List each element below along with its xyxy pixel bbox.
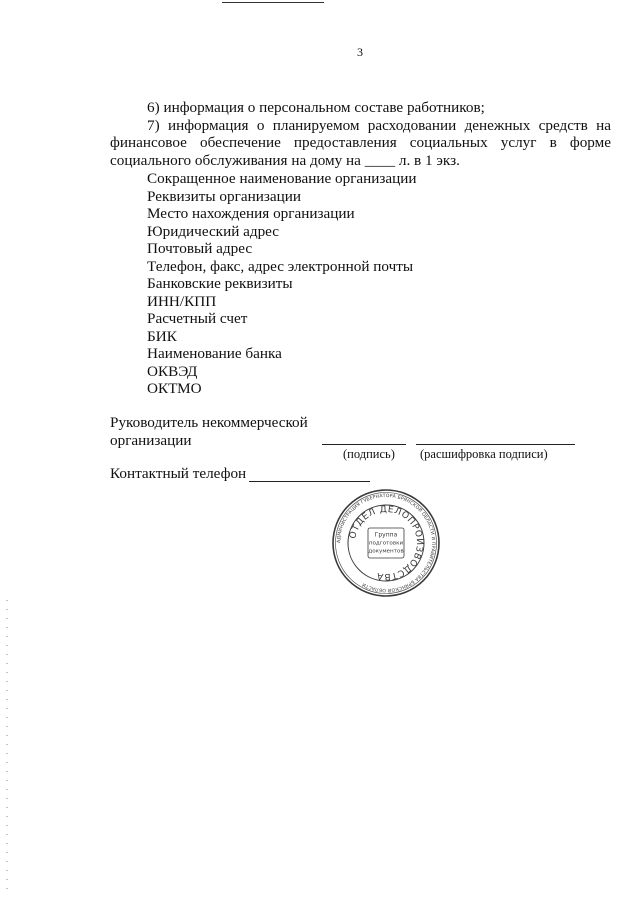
requisite-bank-details: Банковские реквизиты	[147, 275, 293, 292]
contact-phone-line	[249, 481, 370, 482]
head-title-line2: организации	[110, 431, 192, 449]
document-body	[110, 99, 611, 169]
requisite-postal-address: Почтовый адрес	[147, 240, 253, 257]
requisite-legal-address: Юридический адрес	[147, 222, 280, 240]
decoding-caption: (расшифровка подписи)	[420, 447, 548, 461]
head-title-line1: Руководитель некоммерческой	[110, 414, 308, 431]
requisite-oktmo: ОКТМО	[147, 380, 202, 397]
scan-margin-marks	[6, 600, 8, 890]
requisite-location: Место нахождения организации	[147, 205, 355, 222]
contact-phone-label: Контактный телефон	[110, 465, 247, 482]
requisite-inn-kpp: ИНН/КПП	[147, 292, 217, 310]
requisite-org-details: Реквизиты организации	[147, 187, 301, 205]
requisite-account: Расчетный счет	[147, 310, 248, 327]
requisite-okved: ОКВЭД	[147, 362, 198, 380]
list-item-6: 6) информация о персональном составе работников;	[147, 99, 485, 116]
requisite-bank-name: Наименование банка	[147, 345, 282, 362]
requisite-bik: БИК	[147, 327, 177, 345]
signature-line	[322, 444, 406, 445]
head-signature-label	[110, 414, 308, 449]
requisites-list	[147, 170, 417, 398]
requisite-short-name: Сокращенное наименование организации	[147, 170, 417, 187]
office-stamp	[331, 488, 441, 598]
stamp-center-line1: Группа	[374, 531, 398, 539]
stamp-outer-path: АДМИНИСТРАЦИЯ ГУБЕРНАТОРА БРЯНСКОЙ ОБЛАСТИ И ПРАВИТЕЛЬСТВА БРЯНСКОЙ ОБЛАСТИ	[336, 493, 436, 593]
stamp-center-line2: подготовки	[368, 540, 404, 547]
signature-decoding-line	[416, 444, 575, 445]
stamp-inner-path: ОТДЕЛ ДЕЛОПРОИЗВОДСТВА	[348, 504, 425, 582]
signature-caption: (подпись)	[343, 447, 395, 461]
top-edge-line	[222, 2, 324, 3]
stamp-center-line3: документов	[368, 548, 404, 555]
page-number: 3	[357, 45, 363, 59]
list-item-7: 7) информация о планируемом расходовании денежных средств на финансовое обеспечение предоставления социальных услуг в форме социального обслуживания на дому на ____ л. в 1 экз.	[110, 116, 611, 169]
requisite-contacts: Телефон, факс, адрес электронной почты	[147, 257, 414, 275]
